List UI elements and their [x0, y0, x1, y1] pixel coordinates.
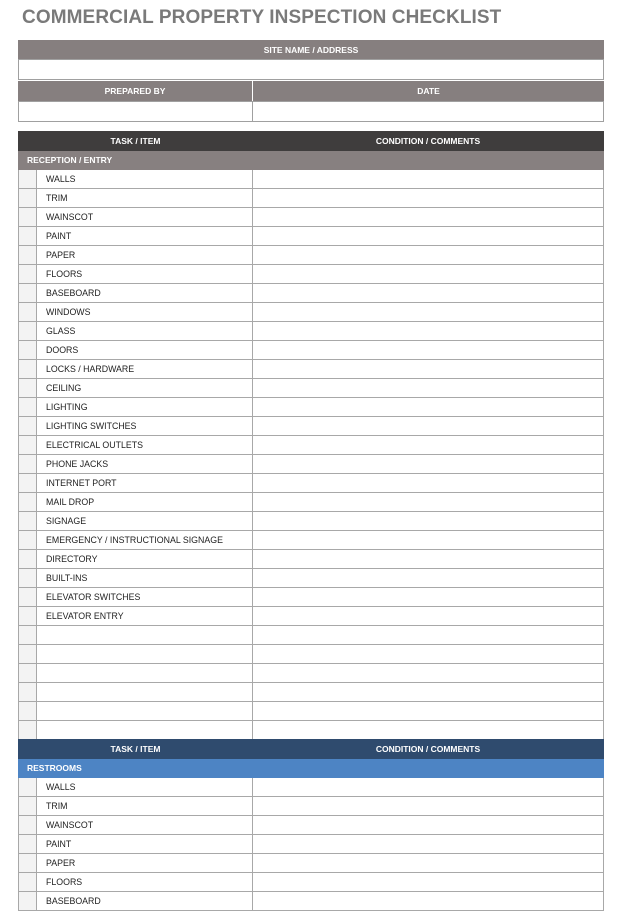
checkbox-cell[interactable] — [19, 721, 37, 740]
task-item-cell — [37, 702, 253, 721]
checkbox-cell[interactable] — [19, 227, 37, 246]
checkbox-cell[interactable] — [19, 778, 37, 797]
checkbox-cell[interactable] — [19, 398, 37, 417]
checkbox-cell[interactable] — [19, 702, 37, 721]
task-item-cell: FLOORS — [37, 873, 253, 892]
site-name-header: SITE NAME / ADDRESS — [18, 40, 604, 59]
table-row — [19, 303, 604, 322]
task-item-cell: PHONE JACKS — [37, 455, 253, 474]
checkbox-cell[interactable] — [19, 303, 37, 322]
table-row — [19, 531, 604, 550]
table-row — [19, 246, 604, 265]
condition-comments-cell[interactable] — [253, 588, 604, 607]
checkbox-cell[interactable] — [19, 170, 37, 189]
task-item-cell: DIRECTORY — [37, 550, 253, 569]
checkbox-cell[interactable] — [19, 531, 37, 550]
task-item-cell: FLOORS — [37, 265, 253, 284]
condition-comments-cell[interactable] — [253, 721, 604, 740]
task-item-cell: TRIM — [37, 797, 253, 816]
task-item-cell: ELECTRICAL OUTLETS — [37, 436, 253, 455]
condition-comments-cell[interactable] — [253, 417, 604, 436]
table-row — [19, 607, 604, 626]
condition-comments-cell[interactable] — [253, 227, 604, 246]
table-row — [19, 208, 604, 227]
condition-comments-cell[interactable] — [253, 550, 604, 569]
checkbox-cell[interactable] — [19, 417, 37, 436]
condition-comments-cell[interactable] — [253, 664, 604, 683]
condition-comments-cell[interactable] — [253, 778, 604, 797]
condition-comments-cell[interactable] — [253, 284, 604, 303]
task-item-cell: WAINSCOT — [37, 208, 253, 227]
task-item-header: TASK / ITEM — [19, 740, 253, 759]
condition-comments-cell[interactable] — [253, 607, 604, 626]
task-item-cell: PAPER — [37, 246, 253, 265]
task-item-cell: TRIM — [37, 189, 253, 208]
table-row — [19, 417, 604, 436]
table-row — [19, 892, 604, 911]
table-row — [19, 702, 604, 721]
condition-comments-cell[interactable] — [253, 569, 604, 588]
condition-comments-cell[interactable] — [253, 246, 604, 265]
prepared-by-field[interactable] — [18, 101, 253, 122]
checkbox-cell[interactable] — [19, 664, 37, 683]
checkbox-cell[interactable] — [19, 360, 37, 379]
task-item-cell: GLASS — [37, 322, 253, 341]
checkbox-cell[interactable] — [19, 588, 37, 607]
condition-comments-cell[interactable] — [253, 816, 604, 835]
task-item-header: TASK / ITEM — [19, 132, 253, 151]
table-row — [19, 493, 604, 512]
table-row — [19, 835, 604, 854]
task-item-cell: PAINT — [37, 227, 253, 246]
date-header: DATE — [253, 81, 604, 101]
condition-comments-cell[interactable] — [253, 873, 604, 892]
checkbox-cell[interactable] — [19, 512, 37, 531]
checkbox-cell[interactable] — [19, 835, 37, 854]
table-row — [19, 341, 604, 360]
table-row — [19, 778, 604, 797]
table-row — [19, 379, 604, 398]
checkbox-cell[interactable] — [19, 379, 37, 398]
table-row — [19, 227, 604, 246]
task-item-cell: ELEVATOR ENTRY — [37, 607, 253, 626]
page-title: COMMERCIAL PROPERTY INSPECTION CHECKLIST — [22, 7, 502, 28]
condition-comments-cell[interactable] — [253, 493, 604, 512]
task-item-cell: LOCKS / HARDWARE — [37, 360, 253, 379]
condition-comments-cell[interactable] — [253, 797, 604, 816]
checkbox-cell[interactable] — [19, 816, 37, 835]
task-item-cell: SIGNAGE — [37, 512, 253, 531]
checkbox-cell[interactable] — [19, 341, 37, 360]
section-title-reception-entry: RECEPTION / ENTRY — [19, 151, 253, 170]
table-row — [19, 683, 604, 702]
checkbox-cell[interactable] — [19, 892, 37, 911]
task-item-cell — [37, 721, 253, 740]
task-item-cell: LIGHTING — [37, 398, 253, 417]
table-row — [19, 360, 604, 379]
table-row — [19, 797, 604, 816]
condition-comments-cell[interactable] — [253, 835, 604, 854]
condition-comments-cell[interactable] — [253, 531, 604, 550]
checkbox-cell[interactable] — [19, 284, 37, 303]
table-row — [19, 455, 604, 474]
task-item-cell: CEILING — [37, 379, 253, 398]
section-title-restrooms: RESTROOMS — [19, 759, 253, 778]
task-item-cell — [37, 626, 253, 645]
checkbox-cell[interactable] — [19, 265, 37, 284]
condition-comments-cell[interactable] — [253, 322, 604, 341]
section-title-filler — [253, 151, 604, 170]
table-row — [19, 189, 604, 208]
checkbox-cell[interactable] — [19, 645, 37, 664]
task-item-cell: INTERNET PORT — [37, 474, 253, 493]
reception-entry-checklist — [18, 131, 604, 759]
condition-comments-cell[interactable] — [253, 854, 604, 873]
condition-comments-cell[interactable] — [253, 170, 604, 189]
checkbox-cell[interactable] — [19, 626, 37, 645]
section-title-filler — [253, 759, 604, 778]
condition-comments-header: CONDITION / COMMENTS — [253, 740, 604, 759]
task-item-cell: WALLS — [37, 778, 253, 797]
task-item-cell: PAINT — [37, 835, 253, 854]
checkbox-cell[interactable] — [19, 607, 37, 626]
table-row — [19, 664, 604, 683]
checkbox-cell[interactable] — [19, 683, 37, 702]
condition-comments-cell[interactable] — [253, 512, 604, 531]
task-item-cell: BUILT-INS — [37, 569, 253, 588]
task-item-cell — [37, 645, 253, 664]
condition-comments-cell[interactable] — [253, 626, 604, 645]
checkbox-cell[interactable] — [19, 455, 37, 474]
checkbox-cell[interactable] — [19, 322, 37, 341]
task-item-cell — [37, 664, 253, 683]
condition-comments-cell[interactable] — [253, 474, 604, 493]
condition-comments-cell[interactable] — [253, 645, 604, 664]
condition-comments-cell[interactable] — [253, 436, 604, 455]
condition-comments-cell[interactable] — [253, 455, 604, 474]
checkbox-cell[interactable] — [19, 797, 37, 816]
task-item-cell: EMERGENCY / INSTRUCTIONAL SIGNAGE — [37, 531, 253, 550]
checkbox-cell[interactable] — [19, 208, 37, 227]
condition-comments-cell[interactable] — [253, 303, 604, 322]
table-row — [19, 512, 604, 531]
table-row — [19, 854, 604, 873]
condition-comments-cell[interactable] — [253, 265, 604, 284]
condition-comments-cell[interactable] — [253, 189, 604, 208]
task-item-cell: DOORS — [37, 341, 253, 360]
condition-comments-cell[interactable] — [253, 360, 604, 379]
condition-comments-cell[interactable] — [253, 379, 604, 398]
checkbox-cell[interactable] — [19, 854, 37, 873]
task-item-cell: PAPER — [37, 854, 253, 873]
task-item-cell: BASEBOARD — [37, 892, 253, 911]
checkbox-cell[interactable] — [19, 189, 37, 208]
table-row — [19, 626, 604, 645]
checkbox-cell[interactable] — [19, 873, 37, 892]
restrooms-checklist — [18, 739, 604, 911]
table-row — [19, 873, 604, 892]
table-row — [19, 170, 604, 189]
table-row — [19, 398, 604, 417]
task-item-cell: MAIL DROP — [37, 493, 253, 512]
site-name-field[interactable] — [18, 59, 604, 80]
task-item-cell — [37, 683, 253, 702]
checkbox-cell[interactable] — [19, 436, 37, 455]
task-item-cell: BASEBOARD — [37, 284, 253, 303]
condition-comments-cell[interactable] — [253, 892, 604, 911]
condition-comments-cell[interactable] — [253, 683, 604, 702]
task-item-cell: ELEVATOR SWITCHES — [37, 588, 253, 607]
checkbox-cell[interactable] — [19, 569, 37, 588]
table-row — [19, 550, 604, 569]
checkbox-cell[interactable] — [19, 246, 37, 265]
condition-comments-cell[interactable] — [253, 341, 604, 360]
task-item-cell: WINDOWS — [37, 303, 253, 322]
table-row — [19, 721, 604, 740]
condition-comments-cell[interactable] — [253, 398, 604, 417]
prepared-by-header: PREPARED BY — [18, 81, 252, 101]
table-row — [19, 588, 604, 607]
checkbox-cell[interactable] — [19, 493, 37, 512]
table-row — [19, 265, 604, 284]
table-row — [19, 284, 604, 303]
checkbox-cell[interactable] — [19, 550, 37, 569]
condition-comments-header: CONDITION / COMMENTS — [253, 132, 604, 151]
table-row — [19, 474, 604, 493]
table-row — [19, 816, 604, 835]
task-item-cell: WAINSCOT — [37, 816, 253, 835]
table-row — [19, 436, 604, 455]
table-row — [19, 569, 604, 588]
table-row — [19, 645, 604, 664]
table-row — [19, 322, 604, 341]
date-field[interactable] — [252, 101, 604, 122]
task-item-cell: LIGHTING SWITCHES — [37, 417, 253, 436]
task-item-cell: WALLS — [37, 170, 253, 189]
condition-comments-cell[interactable] — [253, 702, 604, 721]
checkbox-cell[interactable] — [19, 474, 37, 493]
condition-comments-cell[interactable] — [253, 208, 604, 227]
